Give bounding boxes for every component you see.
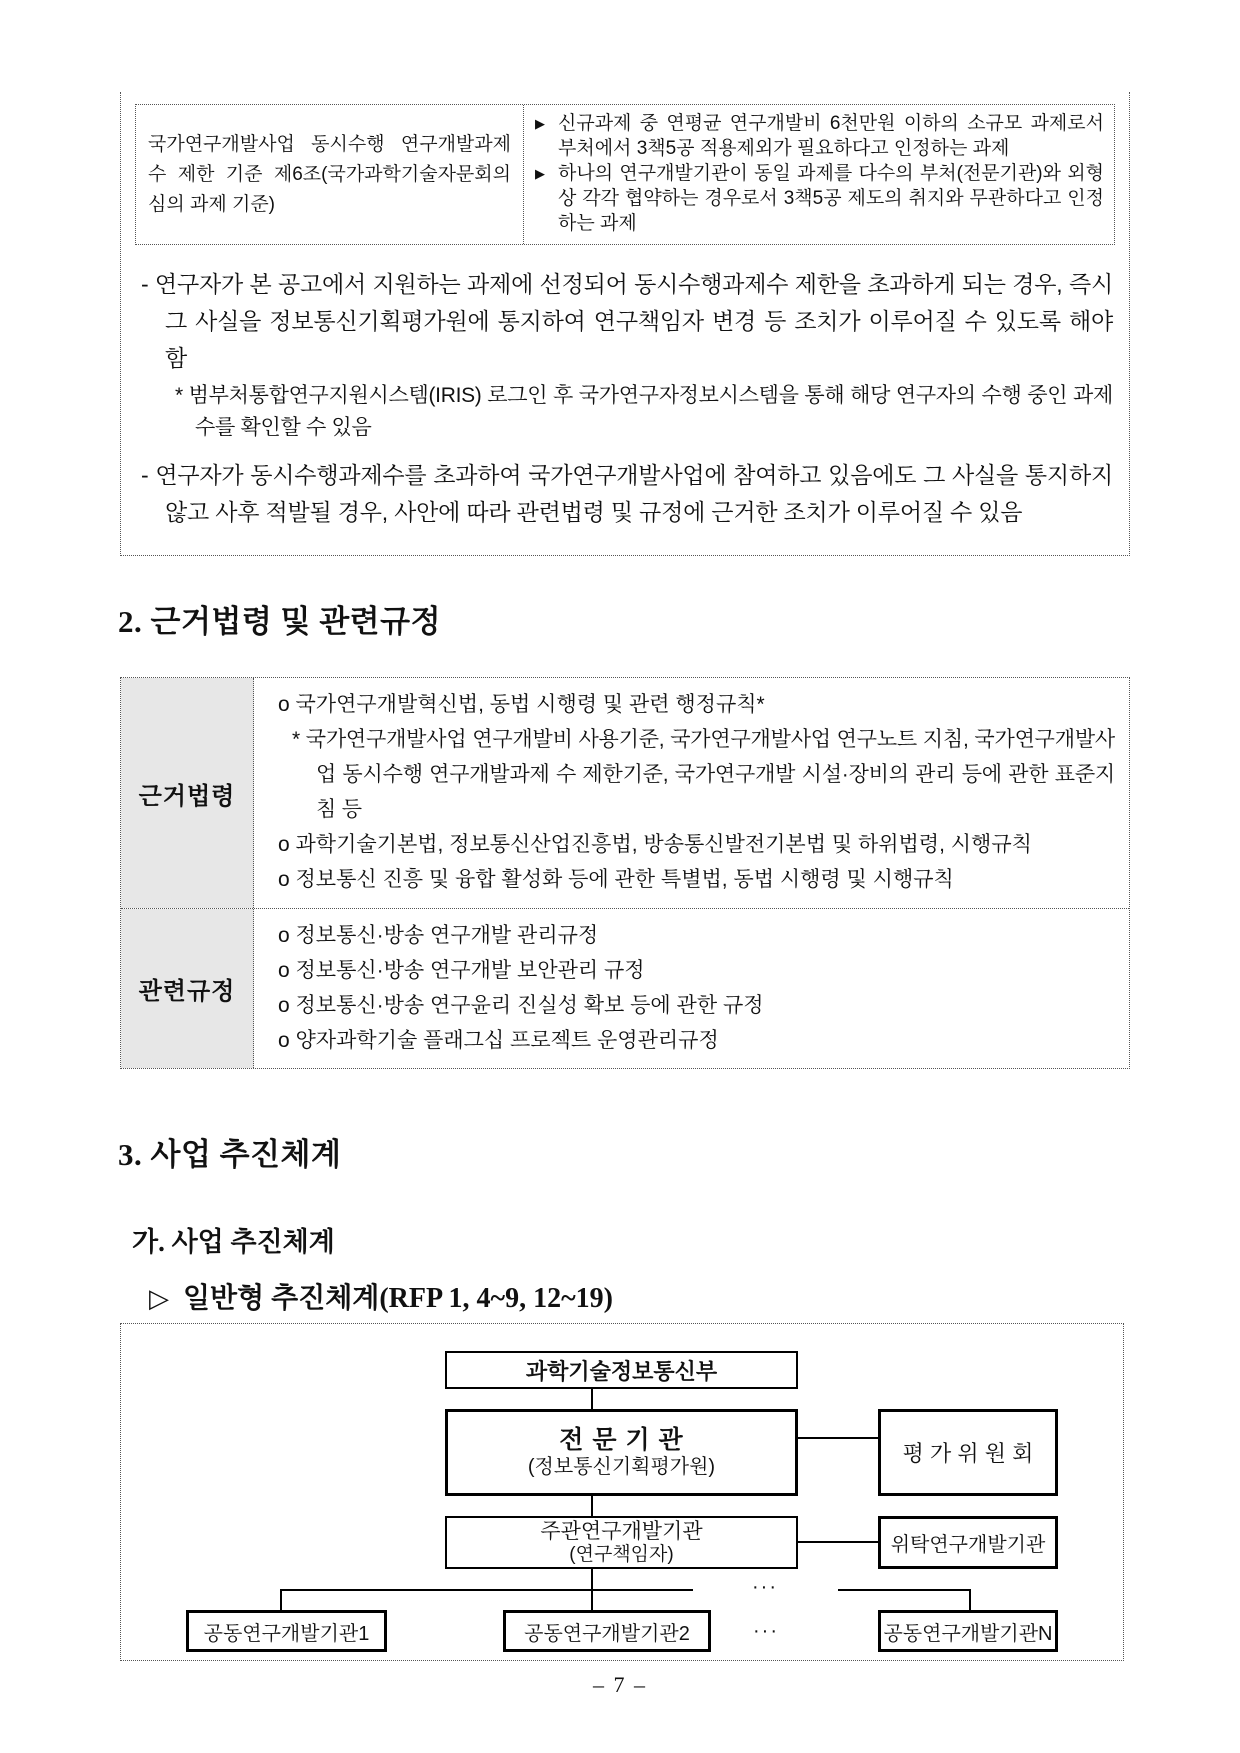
limit-criteria-item-text: 신규과제 중 연평균 연구개발비 6천만원 이하의 소규모 과제로서 부처에서 3책5공 적용제외가 필요하다고 인정하는 과제 xyxy=(558,113,1104,159)
limit-criteria-item-text: 하나의 연구개발기관이 동일 과제를 다수의 부처(전문기관)와 외형상 각각 협약하는 경우로서 3책5공 제도의 취지와 무관하다고 인정하는 과제 xyxy=(558,163,1104,234)
legal-basis-table xyxy=(120,677,1130,1069)
diagram-box-lead-institute xyxy=(445,1516,798,1569)
row-content-cell xyxy=(254,909,1129,1068)
limit-criteria-item xyxy=(532,161,1104,236)
outline-triangle-bullet-icon: ▷ xyxy=(149,1284,169,1313)
subsection-title: 가. 사업 추진체계 xyxy=(132,1227,335,1257)
lead-institute-subname: (연구책임자) xyxy=(569,1544,674,1565)
notice-footnote: * 범부처통합연구지원시스템(IRIS) 로그인 후 국가연구자정보시스템을 통해 해당 연구자의 수행 중인 과제 수를 확인할 수 있음 xyxy=(175,384,1113,439)
limit-criteria-label: 국가연구개발사업 동시수행 연구개발과제 수 제한 기준 제6조(국가과학기술자문회의 심의 과제 기준) xyxy=(148,133,511,215)
diagram-box-co-institute-2: 공동연구개발기관2 xyxy=(503,1610,711,1652)
limit-criteria-label-cell xyxy=(136,105,524,244)
connector-line xyxy=(591,1569,593,1590)
legal-line: o 정보통신 진흥 및 융합 활성화 등에 관한 특별법, 동법 시행령 및 시행규칙 xyxy=(278,868,954,891)
agency-name: 전 문 기 관 xyxy=(559,1426,684,1454)
agency-subname: (정보통신기획평가원) xyxy=(527,1456,716,1478)
lead-institute-name: 주관연구개발기관 xyxy=(540,1520,703,1543)
limit-criteria-item xyxy=(532,111,1104,161)
notice-paragraph: - 연구자가 본 공고에서 지원하는 과제에 선정되어 동시수행과제수 제한을 초과하게 되는 경우, 즉시 그 사실을 정보통신기획평가원에 통지하여 연구책임자 변경 등 조치가 이루어질 수 있도록 해야 함 xyxy=(141,271,1113,371)
table-row-legal-basis xyxy=(121,678,1129,908)
connector-line xyxy=(798,1437,878,1439)
limit-criteria-table xyxy=(135,104,1115,245)
page-number: – 7 – xyxy=(593,1672,647,1697)
rule-line: o 정보통신·방송 연구개발 보안관리 규정 xyxy=(278,959,645,982)
promotion-system-diagram xyxy=(120,1323,1124,1661)
connector-line xyxy=(969,1589,971,1610)
row-label-cell: 근거법령 xyxy=(121,678,254,908)
ellipsis-text: ··· xyxy=(752,1576,778,1598)
concurrent-project-notice-box xyxy=(120,92,1130,556)
legal-line: o 과학기술기본법, 정보통신산업진흥법, 방송통신발전기본법 및 하위법령, 시행규칙 xyxy=(278,833,1032,856)
section-title-promotion-system: 3. 사업 추진체계 xyxy=(118,1137,342,1172)
diagram-box-specialized-agency xyxy=(445,1409,798,1496)
diagram-heading xyxy=(149,1276,613,1316)
ellipsis-text: ··· xyxy=(753,1620,779,1642)
diagram-box-co-institute-1: 공동연구개발기관1 xyxy=(186,1610,387,1652)
rule-line: o 정보통신·방송 연구개발 관리규정 xyxy=(278,924,599,947)
connector-line xyxy=(798,1541,878,1543)
connector-line xyxy=(591,1389,593,1409)
legal-footnote-line: * 국가연구개발사업 연구개발비 사용기준, 국가연구개발사업 연구노트 지침, 국가연구개발사업 동시수행 연구개발과제 수 제한기준, 국가연구개발 시설·장비의 관리 등에 관한 표준지침 등 xyxy=(292,728,1115,821)
legal-line: o 국가연구개발혁신법, 동법 시행령 및 관련 행정규칙* xyxy=(278,693,765,716)
notice-paragraph: - 연구자가 동시수행과제수를 초과하여 국가연구개발사업에 참여하고 있음에도 그 사실을 통지하지 않고 사후 적발될 경우, 사안에 따라 관련법령 및 규정에 근거한 조치가 이루어질 수 있음 xyxy=(141,462,1113,525)
diagram-box-evaluation-committee: 평 가 위 원 회 xyxy=(878,1409,1058,1496)
rule-line: o 양자과학기술 플래그십 프로젝트 운영관리규정 xyxy=(278,1029,719,1052)
diagram-box-co-institute-n: 공동연구개발기관N xyxy=(878,1610,1058,1652)
notice-paragraphs xyxy=(121,266,1129,531)
diagram-heading-text: 일반형 추진체계(RFP 1, 4~9, 12~19) xyxy=(183,1283,613,1314)
rule-line: o 정보통신·방송 연구윤리 진실성 확보 등에 관한 규정 xyxy=(278,994,764,1017)
row-label-cell: 관련규정 xyxy=(121,909,254,1068)
row-content-cell xyxy=(254,678,1129,908)
connector-rail-left xyxy=(280,1589,693,1591)
connector-line xyxy=(591,1589,593,1610)
diagram-box-ministry: 과학기술정보통신부 xyxy=(445,1351,798,1389)
triangle-bullet-icon: ▶ xyxy=(535,166,545,181)
section-title-legal-basis: 2. 근거법령 및 관련규정 xyxy=(118,604,442,639)
diagram-box-consignment-institute: 위탁연구개발기관 xyxy=(878,1516,1058,1569)
triangle-bullet-icon: ▶ xyxy=(535,116,545,131)
table-row-related-rules xyxy=(121,908,1129,1068)
connector-line xyxy=(591,1496,593,1516)
connector-rail-right xyxy=(838,1589,971,1591)
limit-criteria-content-cell xyxy=(524,105,1114,244)
connector-line xyxy=(280,1589,282,1610)
